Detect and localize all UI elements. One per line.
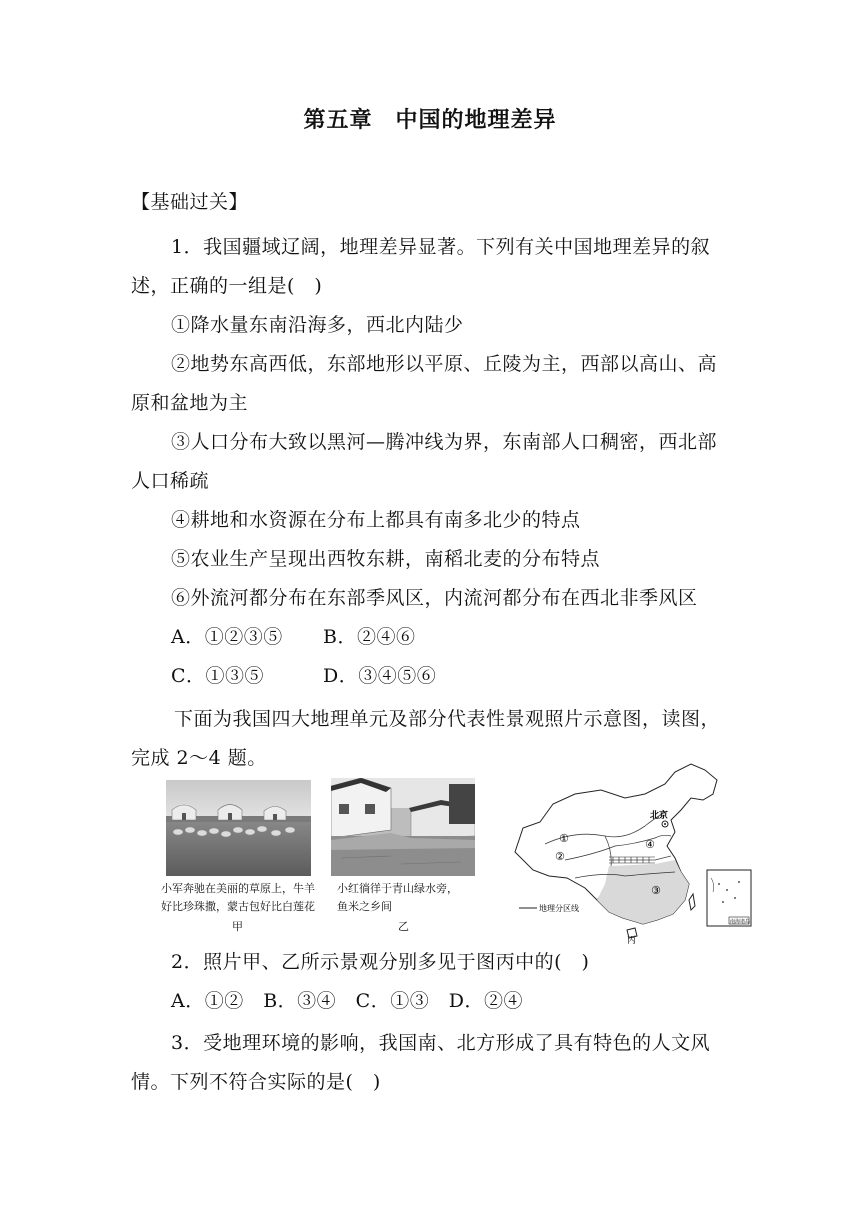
q3-stem-line2: 情。下列不符合实际的是( )	[131, 1071, 381, 1093]
map-region-1: ①	[559, 832, 569, 845]
q1-item-3-cont: 人口稀疏	[131, 470, 210, 492]
q1-stem-line2: 述，正确的一组是( )	[131, 275, 323, 297]
map-region-2: ②	[555, 850, 565, 863]
map-legend-label: 地理分区线	[539, 904, 579, 913]
map-region-4: ④	[645, 838, 655, 851]
map-region-3: ③	[651, 884, 661, 897]
section-heading: 【基础过关】	[131, 191, 249, 213]
map-beijing-label: 北京	[650, 811, 669, 821]
photo-jia-grassland	[166, 780, 311, 876]
q1-option-b: B．②④⑥	[323, 626, 416, 648]
q1-item-6: ⑥外流河都分布在东部季风区，内流河都分布在西北非季风区	[171, 587, 698, 609]
map-inset-label: 南海诸岛	[730, 919, 751, 925]
q1-option-a: A．①②③⑤	[171, 626, 283, 648]
q1-item-4: ④耕地和水资源在分布上都具有南多北少的特点	[171, 509, 581, 531]
q2-stem: 2．照片甲、乙所示景观分别多见于图丙中的( )	[171, 951, 590, 973]
photo-yi-caption-line2: 鱼米之乡间	[337, 900, 392, 913]
china-region-map	[505, 760, 755, 945]
q1-option-d: D．③④⑤⑥	[323, 665, 437, 687]
q1-option-c: C．①③⑤	[171, 665, 265, 687]
q2-options: A．①② B．③④ C．①③ D．②④	[171, 990, 523, 1012]
q1-item-3: ③人口分布大致以黑河—腾冲线为界，东南部人口稠密，西北部	[171, 431, 718, 453]
intro-line2: 完成 2～4 题。	[131, 747, 267, 769]
q3-stem-line1: 3．受地理环境的影响，我国南、北方形成了具有特色的人文风	[171, 1032, 711, 1054]
chapter-title: 第五章 中国的地理差异	[303, 108, 557, 133]
photo-yi-caption-line1: 小红徜徉于青山绿水旁，	[337, 882, 458, 895]
map-bing-label: 丙	[627, 936, 637, 945]
photo-jia-caption-line1: 小军奔驰在美丽的草原上，牛羊	[161, 882, 315, 895]
intro-line1: 下面为我国四大地理单元及部分代表性景观照片示意图，读图，	[174, 708, 721, 730]
q1-item-5: ⑤农业生产呈现出西牧东耕，南稻北麦的分布特点	[171, 548, 601, 570]
photo-jia-label: 甲	[232, 920, 243, 933]
q1-stem-line1: 1．我国疆域辽阔，地理差异显著。下列有关中国地理差异的叙	[171, 236, 711, 258]
q1-item-2: ②地势东高西低，东部地形以平原、丘陵为主，西部以高山、高	[171, 353, 718, 375]
photo-yi-label: 乙	[398, 920, 409, 933]
q1-item-2-cont: 原和盆地为主	[131, 392, 249, 414]
photo-yi-watertown	[331, 778, 475, 876]
photo-jia-caption-line2: 好比珍珠撒，蒙古包好比白莲花	[161, 900, 315, 913]
q1-item-1: ①降水量东南沿海多，西北内陆少	[171, 314, 464, 336]
